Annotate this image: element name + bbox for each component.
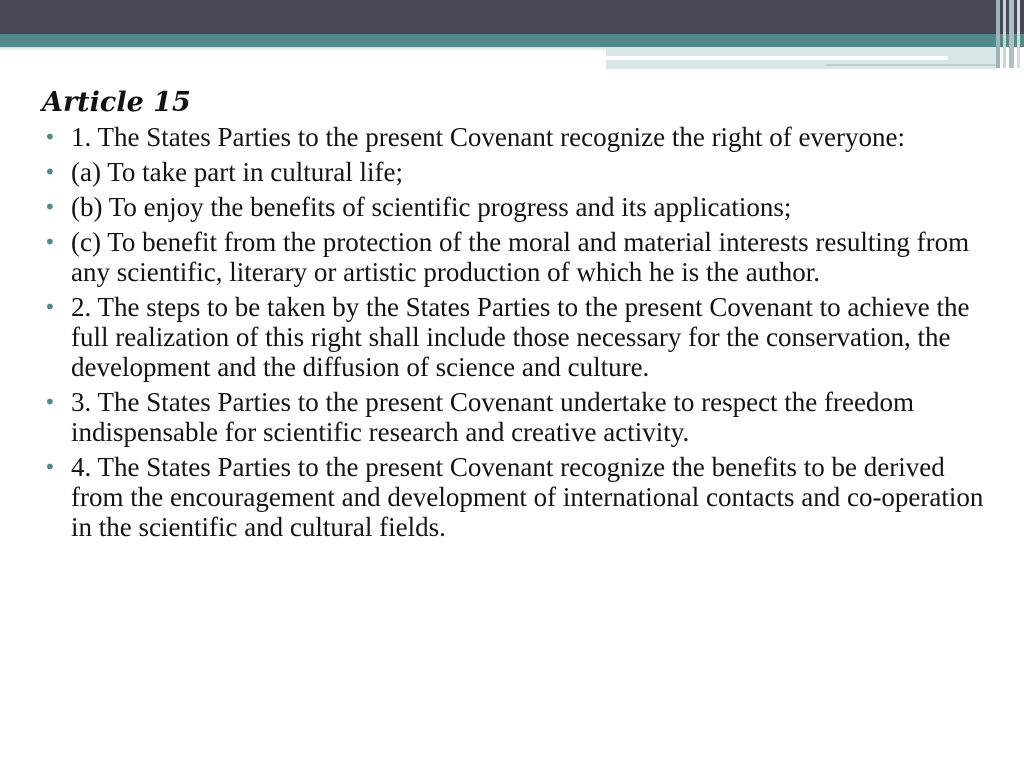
corner-stripe: [1017, 0, 1020, 68]
bullet-icon: •: [44, 230, 56, 254]
bullet-text: (c) To benefit from the protection of the moral and material interests resulting from any scientific, literary or artistic production of which he is the author.: [71, 227, 970, 287]
bullet-item: [42, 227, 992, 287]
bullet-item: [42, 292, 992, 382]
slide-title: Article 15: [42, 87, 191, 118]
bullet-icon: •: [44, 295, 56, 319]
bullet-item: [42, 122, 992, 152]
bullet-text: (b) To enjoy the benefits of scientific progress and its applications;: [71, 192, 792, 222]
corner-stripe: [996, 0, 1000, 68]
bullet-icon: •: [44, 390, 56, 414]
bullet-text: 1. The States Parties to the present Covenant recognize the right of everyone:: [71, 122, 905, 152]
bullet-text: 2. The steps to be taken by the States Parties to the present Covenant to achieve the full realization of this right shall include those necessary for the conservation, the development and the diffusion of science and culture.: [71, 292, 970, 382]
header-dark-band: [0, 0, 1024, 34]
bullet-text: 3. The States Parties to the present Covenant undertake to respect the freedom indispensable for scientific research and creative activity.: [71, 387, 914, 447]
bullet-icon: •: [44, 195, 56, 219]
corner-stripe: [1009, 0, 1014, 68]
header-light-bar-line-2: [826, 64, 996, 66]
bullet-item: [42, 452, 992, 542]
bullet-icon: •: [44, 455, 56, 479]
bullet-icon: •: [44, 125, 56, 149]
bullet-item: [42, 157, 992, 187]
header-teal-band: [0, 34, 1024, 47]
bullet-item: [42, 387, 992, 447]
bullet-item: [42, 192, 992, 222]
bullet-list: [42, 122, 992, 542]
bullet-text: (a) To take part in cultural life;: [71, 157, 403, 187]
corner-stripe: [1003, 0, 1006, 68]
bullet-icon: •: [44, 160, 56, 184]
header-light-bar-line: [606, 56, 948, 60]
header-shadow: [0, 47, 606, 51]
bullet-text: 4. The States Parties to the present Covenant recognize the benefits to be derived from the encouragement and development of international contacts and co-operation in the scientific and cultural fields.: [71, 452, 984, 542]
slide-content: [42, 84, 992, 547]
